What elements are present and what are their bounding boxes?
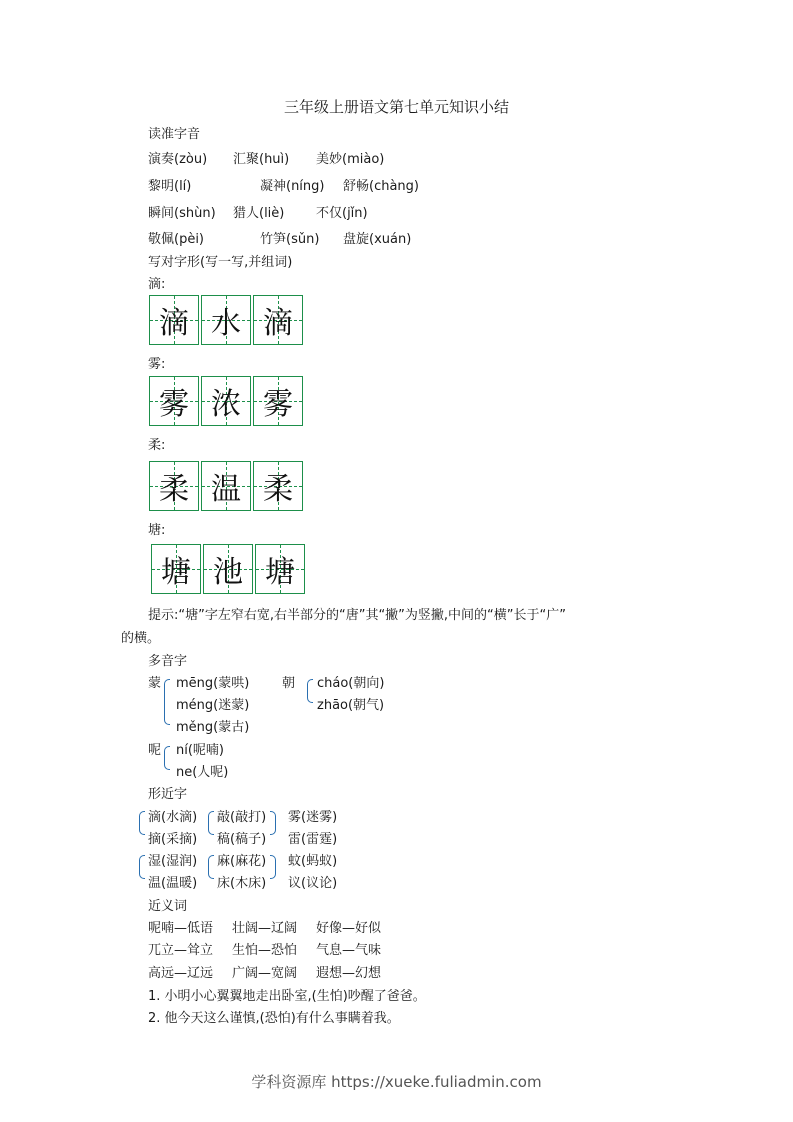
pron-item: 汇聚(huì) <box>233 152 290 167</box>
tianzige-cell: 温 <box>201 461 251 511</box>
synonym-pair: 高远—辽远 <box>148 966 214 981</box>
similar-char: 床(木床) <box>217 876 267 891</box>
pron-item: 演奏(zòu) <box>148 152 208 167</box>
tianzige-cell: 塘 <box>255 544 305 594</box>
pron-item: 黎明(lí) <box>148 179 192 194</box>
tianzige-grid <box>151 544 307 594</box>
polyphone-reading: zhāo(朝气) <box>317 698 385 713</box>
pron-item: 不仅(jǐn) <box>316 206 368 221</box>
similar-char: 摘(采摘) <box>148 832 198 847</box>
brace-bracket <box>139 855 145 879</box>
polyphone-reading: měng(蒙古) <box>176 720 250 735</box>
brace-bracket <box>208 855 214 879</box>
tianzige-cell: 雾 <box>149 376 199 426</box>
polyphone-reading: méng(迷蒙) <box>176 698 250 713</box>
synonym-pair: 气息—气味 <box>316 943 382 958</box>
brace-bracket <box>164 746 170 770</box>
pron-item: 舒畅(chàng) <box>343 179 419 194</box>
brace-bracket <box>208 811 214 835</box>
footer-watermark: 学科资源库 https://xueke.fuliadmin.com <box>251 1073 542 1091</box>
synonym-pair: 兀立—耸立 <box>148 943 214 958</box>
char-group-label: 柔: <box>148 438 166 453</box>
pron-item: 瞬间(shùn) <box>148 206 216 221</box>
polyphone-reading: ne(人呢) <box>176 765 229 780</box>
char-group-label: 雾: <box>148 357 166 372</box>
pron-item: 美妙(miào) <box>316 152 385 167</box>
section-heading-writing: 写对字形(写一写,并组词) <box>148 255 293 270</box>
similar-char: 蚊(蚂蚁) <box>288 854 338 869</box>
tianzige-cell: 池 <box>203 544 253 594</box>
synonym-pair: 呢喃—低语 <box>148 921 214 936</box>
tianzige-cell: 柔 <box>149 461 199 511</box>
brace-bracket <box>164 679 170 725</box>
pron-item: 盘旋(xuán) <box>343 232 412 247</box>
synonym-pair: 遐想—幻想 <box>316 966 382 981</box>
polyphone-char: 蒙 <box>148 676 162 691</box>
section-heading-similar-chars: 形近字 <box>148 787 188 802</box>
tianzige-cell: 滴 <box>253 295 303 345</box>
similar-char: 稿(稿子) <box>217 832 267 847</box>
section-heading-synonyms: 近义词 <box>148 899 188 914</box>
pron-item: 竹笋(sǔn) <box>260 232 320 247</box>
tianzige-cell: 雾 <box>253 376 303 426</box>
tianzige-cell: 水 <box>201 295 251 345</box>
tianzige-grid <box>149 295 305 345</box>
polyphone-char: 朝 <box>282 676 296 691</box>
tianzige-grid <box>149 376 305 426</box>
synonym-pair: 壮阔—辽阔 <box>232 921 298 936</box>
similar-char: 湿(湿润) <box>148 854 198 869</box>
brace-bracket <box>270 811 276 835</box>
char-group-label: 滴: <box>148 277 166 292</box>
synonym-pair: 好像—好似 <box>316 921 382 936</box>
brace-bracket <box>139 811 145 835</box>
tianzige-cell: 滴 <box>149 295 199 345</box>
similar-char: 温(温暖) <box>148 876 198 891</box>
synonym-pair: 广阔—宽阔 <box>232 966 298 981</box>
page-title: 三年级上册语文第七单元知识小结 <box>283 98 509 116</box>
polyphone-reading: mēng(蒙哄) <box>176 676 250 691</box>
similar-char: 雷(雷霆) <box>288 832 338 847</box>
pron-item: 猎人(liè) <box>233 206 285 221</box>
tianzige-cell: 塘 <box>151 544 201 594</box>
tip-text-continued: 的横。 <box>121 631 161 646</box>
similar-char: 麻(麻花) <box>217 854 267 869</box>
brace-bracket <box>307 679 313 703</box>
polyphone-char: 呢 <box>148 743 162 758</box>
example-sentence: 2. 他今天这么谨慎,(恐怕)有什么事瞒着我。 <box>148 1011 400 1026</box>
pron-item: 敬佩(pèi) <box>148 232 205 247</box>
similar-char: 议(议论) <box>288 876 338 891</box>
brace-bracket <box>270 855 276 879</box>
polyphone-reading: ní(呢喃) <box>176 743 224 758</box>
synonym-pair: 生怕—恐怕 <box>232 943 298 958</box>
similar-char: 雾(迷雾) <box>288 810 338 825</box>
example-sentence: 1. 小明小心翼翼地走出卧室,(生怕)吵醒了爸爸。 <box>148 989 426 1004</box>
tianzige-cell: 浓 <box>201 376 251 426</box>
similar-char: 敲(敲打) <box>217 810 267 825</box>
section-heading-pronunciation: 读准字音 <box>148 127 201 142</box>
tianzige-cell: 柔 <box>253 461 303 511</box>
section-heading-polyphones: 多音字 <box>148 654 188 669</box>
polyphone-reading: cháo(朝向) <box>317 676 385 691</box>
tianzige-grid <box>149 461 305 511</box>
tip-text: 提示:“塘”字左窄右宽,右半部分的“唐”其“撇”为竖撇,中间的“横”长于“广” <box>148 608 566 623</box>
char-group-label: 塘: <box>148 523 166 538</box>
pron-item: 凝神(níng) <box>260 179 325 194</box>
similar-char: 滴(水滴) <box>148 810 198 825</box>
